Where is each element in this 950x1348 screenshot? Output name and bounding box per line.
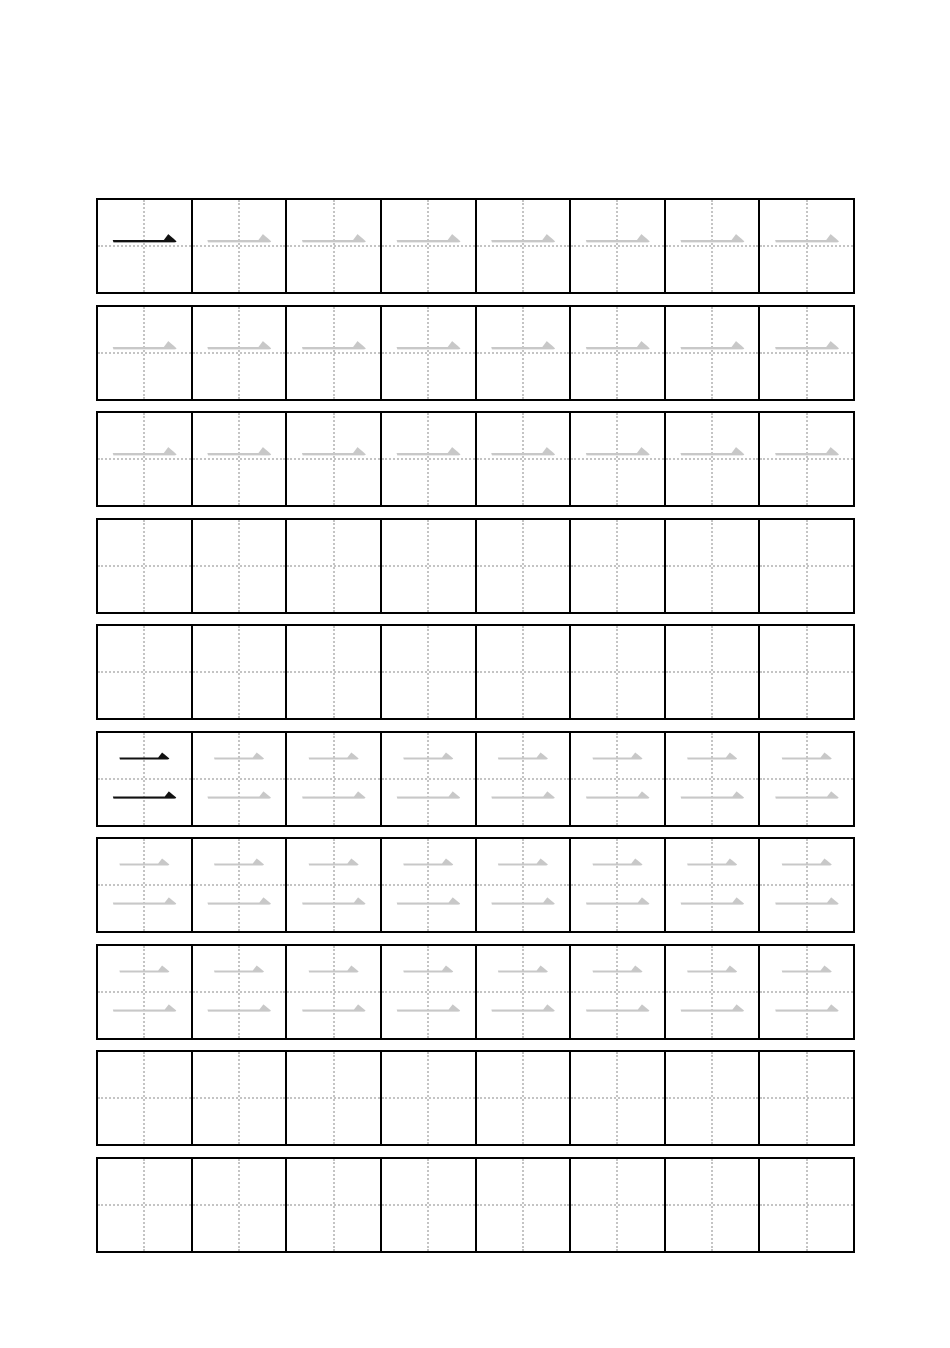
practice-cell[interactable] [666,307,761,399]
practice-row [96,731,855,827]
practice-cell[interactable] [666,626,761,718]
trace-character: 二 [771,844,842,926]
guide-line-vertical [616,626,618,718]
practice-cell[interactable] [571,1159,666,1251]
guide-line-vertical [333,1052,335,1144]
practice-cell[interactable] [760,520,853,612]
practice-cell[interactable] [760,839,853,931]
trace-character: 一 [109,418,180,500]
guide-line-vertical [143,1052,145,1144]
practice-cell[interactable] [666,1159,761,1251]
practice-cell[interactable] [98,413,193,505]
practice-cell[interactable] [760,733,853,825]
practice-cell[interactable] [98,946,193,1038]
practice-cell[interactable] [287,413,382,505]
practice-row [96,837,855,933]
trace-character: 一 [487,311,558,394]
guide-line-vertical [238,1159,240,1251]
trace-character: 二 [487,950,558,1033]
practice-cell[interactable] [193,307,288,399]
guide-line-vertical [806,1159,808,1251]
practice-cell[interactable] [193,626,288,718]
trace-character: 二 [487,844,558,926]
practice-cell[interactable] [193,520,288,612]
practice-cell[interactable] [477,520,572,612]
practice-cell[interactable] [477,946,572,1038]
trace-character: 一 [298,311,369,394]
trace-character: 一 [771,311,842,394]
trace-character: 二 [393,950,464,1033]
trace-character: 二 [582,844,653,926]
guide-line-vertical [238,520,240,612]
practice-cell[interactable] [760,307,853,399]
guide-line-vertical [616,1159,618,1251]
guide-line-vertical [427,626,429,718]
practice-cell[interactable] [666,733,761,825]
guide-line-vertical [522,520,524,612]
trace-character: 一 [582,205,653,287]
trace-character: 二 [677,737,748,820]
practice-cell[interactable] [382,839,477,931]
trace-character: 二 [109,844,180,926]
practice-row [96,411,855,507]
guide-line-vertical [806,1052,808,1144]
practice-cell[interactable] [760,413,853,505]
trace-character: 一 [487,205,558,287]
trace-character: 一 [582,311,653,394]
practice-cell[interactable] [382,307,477,399]
practice-row [96,944,855,1040]
trace-character: 一 [203,205,274,287]
practice-cell[interactable] [382,626,477,718]
practice-cell[interactable] [193,200,288,292]
practice-cell[interactable] [760,946,853,1038]
practice-cell[interactable] [98,520,193,612]
practice-cell[interactable] [287,946,382,1038]
guide-line-vertical [143,626,145,718]
practice-cell[interactable] [571,307,666,399]
practice-cell[interactable] [477,200,572,292]
practice-cell[interactable] [98,1159,193,1251]
practice-cell[interactable] [193,413,288,505]
trace-character: 二 [487,737,558,820]
practice-row [96,198,855,294]
guide-line-vertical [616,520,618,612]
practice-cell[interactable] [571,839,666,931]
trace-character: 一 [203,311,274,394]
practice-cell[interactable] [193,839,288,931]
trace-character: 二 [677,844,748,926]
trace-character: 二 [298,950,369,1033]
practice-cell[interactable] [477,1159,572,1251]
practice-cell[interactable] [666,520,761,612]
practice-cell[interactable] [666,200,761,292]
guide-line-vertical [333,1159,335,1251]
practice-cell[interactable] [382,946,477,1038]
trace-character: 一 [677,418,748,500]
practice-cell[interactable] [98,626,193,718]
practice-cell[interactable] [98,839,193,931]
practice-cell[interactable] [382,520,477,612]
guide-line-vertical [806,626,808,718]
practice-cell[interactable] [571,1052,666,1144]
guide-line-vertical [143,520,145,612]
practice-cell[interactable] [571,413,666,505]
guide-line-vertical [806,520,808,612]
practice-row [96,624,855,720]
guide-line-vertical [616,1052,618,1144]
practice-cell[interactable] [98,1052,193,1144]
practice-cell[interactable] [477,733,572,825]
practice-cell[interactable] [477,413,572,505]
guide-line-vertical [143,1159,145,1251]
practice-cell[interactable] [760,1159,853,1251]
practice-cell[interactable] [287,1159,382,1251]
practice-cell[interactable] [382,733,477,825]
trace-character: 二 [677,950,748,1033]
trace-character: 一 [582,418,653,500]
practice-cell[interactable] [571,626,666,718]
practice-cell[interactable] [193,733,288,825]
guide-line-vertical [238,626,240,718]
guide-line-vertical [333,520,335,612]
trace-character: 一 [203,418,274,500]
practice-cell[interactable] [477,1052,572,1144]
practice-cell[interactable] [193,946,288,1038]
practice-cell[interactable] [477,839,572,931]
trace-character: 二 [582,950,653,1033]
trace-character: 一 [771,418,842,500]
trace-character: 一 [487,418,558,500]
trace-character: 一 [393,205,464,287]
practice-cell[interactable] [287,626,382,718]
model-character: 一 [109,205,180,287]
guide-line-vertical [711,1159,713,1251]
trace-character: 二 [109,950,180,1033]
guide-line-vertical [522,1052,524,1144]
practice-cell[interactable] [98,200,193,292]
trace-character: 二 [393,737,464,820]
trace-character: 一 [298,205,369,287]
practice-cell[interactable] [382,413,477,505]
guide-line-vertical [238,1052,240,1144]
guide-line-vertical [522,1159,524,1251]
practice-cell[interactable] [760,626,853,718]
trace-character: 一 [393,311,464,394]
trace-character: 二 [393,844,464,926]
practice-cell[interactable] [666,1052,761,1144]
practice-cell[interactable] [477,307,572,399]
guide-line-vertical [522,626,524,718]
trace-character: 二 [298,844,369,926]
trace-character: 二 [203,737,274,820]
trace-character: 二 [582,737,653,820]
trace-character: 一 [677,205,748,287]
practice-cell[interactable] [287,307,382,399]
practice-cell[interactable] [571,946,666,1038]
trace-character: 二 [203,950,274,1033]
trace-character: 二 [298,737,369,820]
practice-cell[interactable] [666,839,761,931]
trace-character: 一 [298,418,369,500]
practice-cell[interactable] [98,307,193,399]
practice-cell[interactable] [287,1052,382,1144]
guide-line-vertical [711,626,713,718]
practice-row [96,1157,855,1253]
practice-cell[interactable] [666,413,761,505]
practice-cell[interactable] [571,200,666,292]
trace-character: 一 [677,311,748,394]
practice-cell[interactable] [287,839,382,931]
trace-character: 一 [109,311,180,394]
guide-line-vertical [427,1052,429,1144]
practice-cell[interactable] [477,626,572,718]
practice-cell[interactable] [571,733,666,825]
practice-cell[interactable] [382,200,477,292]
practice-row [96,1050,855,1146]
practice-grid [96,198,855,1263]
guide-line-vertical [427,1159,429,1251]
guide-line-vertical [711,520,713,612]
practice-cell[interactable] [666,946,761,1038]
trace-character: 二 [771,737,842,820]
practice-cell[interactable] [571,520,666,612]
practice-cell[interactable] [98,733,193,825]
practice-cell[interactable] [193,1052,288,1144]
guide-line-vertical [333,626,335,718]
practice-cell[interactable] [287,733,382,825]
practice-cell[interactable] [760,200,853,292]
practice-row [96,518,855,614]
practice-cell[interactable] [287,520,382,612]
trace-character: 二 [771,950,842,1033]
practice-cell[interactable] [287,200,382,292]
model-character: 二 [109,737,180,820]
trace-character: 二 [203,844,274,926]
guide-line-vertical [711,1052,713,1144]
practice-cell[interactable] [382,1052,477,1144]
trace-character: 一 [393,418,464,500]
practice-cell[interactable] [193,1159,288,1251]
practice-cell[interactable] [382,1159,477,1251]
guide-line-vertical [427,520,429,612]
practice-cell[interactable] [760,1052,853,1144]
practice-row [96,305,855,401]
trace-character: 一 [771,205,842,287]
